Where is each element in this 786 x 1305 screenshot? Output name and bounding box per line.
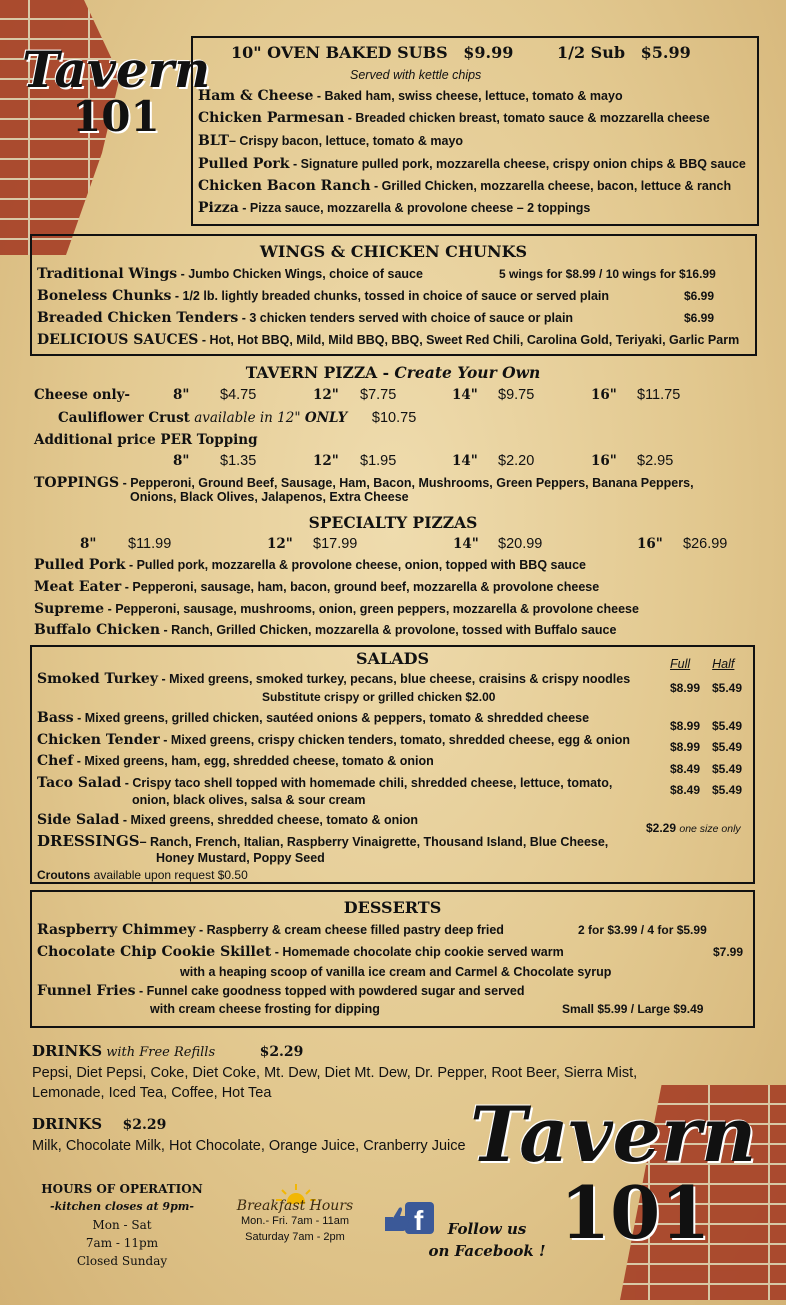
specialty-item-desc: - Ranch, Grilled Chicken, mozzarella & provolone, tossed with Buffalo sauce <box>160 623 617 637</box>
cheese-size: 16" <box>591 387 617 403</box>
salad-item-name: Taco Salad <box>37 775 122 791</box>
specialty-price: $20.99 <box>498 536 543 552</box>
topping-price: $2.20 <box>498 453 535 469</box>
specialty-item-name: Pulled Pork <box>34 557 126 573</box>
salad-item <box>37 671 630 687</box>
salad-item <box>37 753 434 769</box>
breakfast-hours: Breakfast Hours Mon.- Fri. 7am - 11am Saturday 7am - 2pm <box>236 1198 354 1243</box>
sub-item-desc: - Pizza sauce, mozzarella & provolone cheese – 2 toppings <box>238 201 591 215</box>
specialty-item-desc: - Pepperoni, sausage, mushrooms, onion, green peppers, mozzarella & provolone cheese <box>104 602 639 616</box>
specialty-size: 8" <box>80 536 97 552</box>
drinks-refill-line-2: Lemonade, Iced Tea, Coffee, Hot Tea <box>32 1085 272 1101</box>
cheese-price: $7.75 <box>360 387 397 403</box>
dessert-item <box>37 922 504 938</box>
salad-item-desc: - Mixed greens, ham, egg, shredded cheese, tomato & onion <box>73 754 434 768</box>
dessert-item <box>37 944 564 960</box>
salad-half-price: $5.49 <box>712 681 743 695</box>
wings-title: WINGS & CHICKEN CHUNKS <box>259 242 528 261</box>
taco-salad-line-2: onion, black olives, salsa & sour cream <box>132 793 366 807</box>
specialty-price: $11.99 <box>128 536 172 552</box>
salad-item-desc: - Mixed greens, crispy chicken tenders, tomato, shredded cheese, egg & onion <box>159 733 631 747</box>
specialty-item-name: Supreme <box>34 601 105 617</box>
logo-word-bottom: Tavern <box>470 1090 757 1179</box>
salad-full-price: $8.49 <box>670 783 701 797</box>
specialty-size: 16" <box>637 536 663 552</box>
salad-item-name: Smoked Turkey <box>37 671 158 687</box>
cauliflower-row: Cauliflower Crust available in 12" ONLY $10.75 <box>58 410 417 426</box>
dessert-item-desc: - Raspberry & cream cheese filled pastry deep fried <box>195 923 504 937</box>
sub-item-name: Pizza <box>198 200 239 216</box>
wing-item-name: Traditional Wings <box>37 266 178 282</box>
wing-item-price: $6.99 <box>684 289 715 303</box>
toppings-line-2: Onions, Black Olives, Jalapenos, Extra Cheese <box>130 490 409 504</box>
salad-item-desc: - Crispy taco shell topped with homemade chili, shredded cheese, lettuce, tomato, <box>121 776 613 790</box>
substitute-line: Substitute crispy or grilled chicken $2.00 <box>262 690 496 704</box>
salad-item-name: Chicken Tender <box>37 732 160 748</box>
salad-half-price: $5.49 <box>712 719 743 733</box>
sub-item <box>198 156 746 172</box>
logo-number-top: 101 <box>72 92 160 141</box>
salad-item <box>37 710 589 726</box>
cheese-only-label: Cheese only- <box>34 387 131 403</box>
drinks-header: DRINKS $2.29 <box>32 1115 167 1133</box>
dressings-line-2: Honey Mustard, Poppy Seed <box>156 851 325 865</box>
sub-item-name: Chicken Bacon Ranch <box>198 178 371 194</box>
topping-size: 12" <box>313 453 339 469</box>
dessert-item-desc: - Funnel cake goodness topped with powdered sugar and served <box>135 984 525 998</box>
salad-item-name: Bass <box>37 710 74 726</box>
desserts-title: DESSERTS <box>343 898 442 917</box>
salad-half-price: $5.49 <box>712 740 743 754</box>
sub-item-desc: - Baked ham, swiss cheese, lettuce, tomato & mayo <box>313 89 623 103</box>
specialty-item-desc: - Pepperoni, sausage, ham, bacon, ground beef, mozzarella & provolone cheese <box>121 580 600 594</box>
sub-item-name: Ham & Cheese <box>198 88 314 104</box>
sub-item-name: BLT <box>198 133 229 149</box>
facebook-follow-text[interactable]: Follow us on Facebook ! <box>428 1220 546 1260</box>
specialty-price: $17.99 <box>313 536 358 552</box>
salad-item <box>37 775 612 791</box>
toppings-line: TOPPINGS - Pepperoni, Ground Beef, Sausage, Ham, Bacon, Mushrooms, Green Peppers, Banana Peppers, <box>34 475 694 491</box>
logo-word-top: Tavern <box>22 40 211 99</box>
dessert-item-price: 2 for $3.99 / 4 for $5.99 <box>578 923 707 937</box>
salad-full-price: $8.99 <box>670 740 701 754</box>
topping-price-label: Additional price PER Topping <box>34 432 258 448</box>
specialty-item-desc: - Pulled pork, mozzarella & provolone cheese, onion, topped with BBQ sauce <box>125 558 586 572</box>
cheese-size: 8" <box>173 387 190 403</box>
specialty-size: 14" <box>453 536 479 552</box>
salads-title: SALADS <box>355 649 430 668</box>
specialty-title: SPECIALTY PIZZAS <box>308 513 478 532</box>
cookie-line-2: with a heaping scoop of vanilla ice cream and Carmel & Chocolate syrup <box>180 965 612 979</box>
dessert-item-name: Funnel Fries <box>37 983 136 999</box>
wing-item-desc: - Hot, Hot BBQ, Mild, Mild BBQ, BBQ, Sweet Red Chili, Carolina Gold, Teriyaki, Garlic Parm <box>198 333 740 347</box>
wing-item-name: Breaded Chicken Tenders <box>37 310 239 326</box>
sub-item-desc: - Grilled Chicken, mozzarella cheese, bacon, lettuce & ranch <box>370 179 732 193</box>
croutons-row: Croutons available upon request $0.50 <box>37 868 248 882</box>
dessert-item-price: Small $5.99 / Large $9.49 <box>562 1002 704 1016</box>
specialty-item <box>34 622 616 638</box>
sub-item-desc: – Crispy bacon, lettuce, tomato & mayo <box>228 134 464 148</box>
cheese-price: $9.75 <box>498 387 535 403</box>
subs-section <box>191 36 759 226</box>
wing-item <box>37 332 739 348</box>
drinks-line-1: Milk, Chocolate Milk, Hot Chocolate, Orange Juice, Cranberry Juice <box>32 1138 466 1154</box>
sub-item-desc: - Breaded chicken breast, tomato sauce & mozzarella cheese <box>344 111 710 125</box>
salad-item <box>37 732 630 748</box>
topping-size: 8" <box>173 453 190 469</box>
wing-item-desc: - Jumbo Chicken Wings, choice of sauce <box>177 267 423 281</box>
subs-subtitle: Served with kettle chips <box>350 68 482 82</box>
dessert-item-name: Chocolate Chip Cookie Skillet <box>37 944 272 960</box>
dressings-row: DRESSINGS– Ranch, French, Italian, Raspberry Vinaigrette, Thousand Island, Blue Cheese, <box>37 832 609 850</box>
cheese-size: 14" <box>452 387 478 403</box>
salad-item-desc: - Mixed greens, grilled chicken, sautéed onions & peppers, tomato & shredded cheese <box>73 711 590 725</box>
sub-item <box>198 178 731 194</box>
wing-item-price: 5 wings for $8.99 / 10 wings for $16.99 <box>499 267 716 281</box>
dessert-item <box>37 983 524 999</box>
half-sub-label: 1/2 Sub <box>556 43 626 62</box>
wing-item-price: $6.99 <box>684 311 715 325</box>
topping-size: 14" <box>452 453 478 469</box>
cheese-price: $11.75 <box>637 387 681 403</box>
logo-number-bottom: 101 <box>560 1170 711 1255</box>
wing-item <box>37 310 573 326</box>
half-sub-price: $5.99 <box>640 43 691 62</box>
salad-item-name: Chef <box>37 753 74 769</box>
salad-full-price: $8.99 <box>670 719 701 733</box>
drinks-refill-header: DRINKS with Free Refills $2.29 <box>32 1042 304 1060</box>
salad-item-desc: - Mixed greens, smoked turkey, pecans, blue cheese, craisins & crispy noodles <box>157 672 631 686</box>
salad-full-price: $8.99 <box>670 681 701 695</box>
salad-half-price: $5.49 <box>712 783 743 797</box>
topping-size: 16" <box>591 453 617 469</box>
sub-item <box>198 133 463 149</box>
specialty-item-name: Buffalo Chicken <box>34 622 161 638</box>
specialty-item-name: Meat Eater <box>34 579 122 595</box>
cheese-size: 12" <box>313 387 339 403</box>
sub-item <box>198 88 623 104</box>
sub-item <box>198 200 590 216</box>
dessert-item-name: Raspberry Chimmey <box>37 922 196 938</box>
sub-item-name: Chicken Parmesan <box>198 110 345 126</box>
subs-price: $9.99 <box>463 43 514 62</box>
salad-half-price: $5.49 <box>712 762 743 776</box>
specialty-item <box>34 579 599 595</box>
topping-price: $1.35 <box>220 453 257 469</box>
pizza-title: TAVERN PIZZA - Create Your Own <box>245 363 541 382</box>
wing-item <box>37 288 609 304</box>
wing-item-name: Boneless Chunks <box>37 288 172 304</box>
wing-item-desc: - 1/2 lb. lightly breaded chunks, tossed in choice of sauce or served plain <box>171 289 610 303</box>
specialty-size: 12" <box>267 536 293 552</box>
salad-full-price: $8.49 <box>670 762 701 776</box>
hours-of-operation: HOURS OF OPERATION -kitchen closes at 9pm- Mon - Sat 7am - 11pm Closed Sunday <box>41 1182 203 1268</box>
subs-title: 10" OVEN BAKED SUBS <box>231 43 448 62</box>
sub-item <box>198 110 710 126</box>
desserts-section <box>30 890 755 1028</box>
funnel-line-2: with cream cheese frosting for dipping <box>150 1002 380 1016</box>
dessert-item-desc: - Homemade chocolate chip cookie served warm <box>271 945 564 959</box>
drinks-refill-line-1: Pepsi, Diet Pepsi, Coke, Diet Coke, Mt. Dew, Diet Mt. Dew, Dr. Pepper, Root Beer, Sierra Mist, <box>32 1065 638 1081</box>
wing-item <box>37 266 423 282</box>
topping-price: $2.95 <box>637 453 674 469</box>
sub-item-name: Pulled Pork <box>198 156 290 172</box>
svg-text:f: f <box>414 1205 424 1235</box>
wing-item-desc: - 3 chicken tenders served with choice of sauce or plain <box>238 311 574 325</box>
dessert-item-price: $7.99 <box>713 945 744 959</box>
salad-size-headers: Full Half <box>670 657 735 671</box>
sub-item-desc: - Signature pulled pork, mozzarella cheese, crispy onion chips & BBQ sauce <box>289 157 746 171</box>
wings-section <box>30 234 757 356</box>
side-salad-price: $2.29 one size only <box>646 821 741 835</box>
salads-section <box>30 645 755 884</box>
specialty-item <box>34 557 586 573</box>
topping-price: $1.95 <box>360 453 397 469</box>
specialty-item <box>34 601 639 617</box>
wing-item-name: DELICIOUS SAUCES <box>37 332 199 348</box>
specialty-price: $26.99 <box>683 536 728 552</box>
cheese-price: $4.75 <box>220 387 257 403</box>
side-salad-row: Side Salad - Mixed greens, shredded cheese, tomato & onion <box>37 812 419 828</box>
